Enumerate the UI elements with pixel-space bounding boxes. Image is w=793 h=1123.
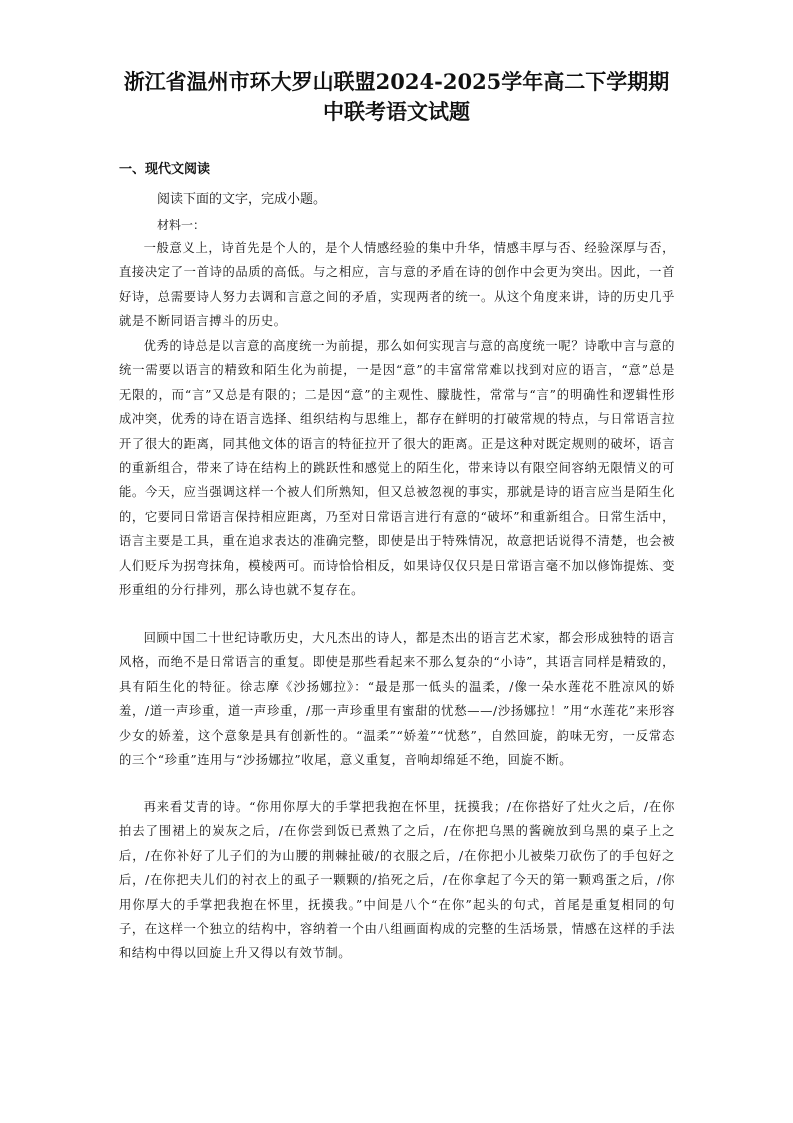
document-title-line-1: 浙江省温州市环大罗山联盟2024-2025学年高二下学期期 xyxy=(123,69,670,94)
document-title-line-2: 中联考语文试题 xyxy=(323,99,470,124)
section-heading: 一、现代文阅读 xyxy=(119,162,211,177)
paragraph-1: 一般意义上，诗首先是个人的，是个人情感经验的集中升华，情感丰厚与否、经验深厚与否，直接决定了一首诗的品质的高低。与之相应，言与意的矛盾在诗的创作中会更为突出。因此，一首好诗，总需要诗人努力去调和言意之间的矛盾，实现两者的统一。从这个角度来讲，诗的历史几乎就是不断同语言搏斗的历史。 xyxy=(119,241,675,329)
material-label: 材料一： xyxy=(157,218,206,232)
paragraph-3: 回顾中国二十世纪诗歌历史，大凡杰出的诗人，都是杰出的语言艺术家，都会形成独特的语言风格，而绝不是日常语言的重复。即使是那些看起来不那么复杂的“小诗”，其语言同样是精致的，具有陌生化的特征。徐志摩《沙扬娜拉》：“最是那一低头的温柔，/像一朵水莲花不胜凉风的娇羞，/道一声珍重，道一声珍重，/那一声珍重里有蜜甜的忧愁——/沙扬娜拉！”用“水莲花”来形容少女的娇羞，这个意象是具有创新性的。“温柔”“娇羞”“忧愁”，自然回旋，韵味无穷，一反常态的三个“珍重”连用与“沙扬娜拉”收尾，意义重复，音响却绵延不绝，回旋不断。 xyxy=(119,631,675,768)
paragraph-2: 优秀的诗总是以言意的高度统一为前提，那么如何实现言与意的高度统一呢？诗歌中言与意的统一需要以语言的精致和陌生化为前提，一是因“意”的丰富常常难以找到对应的语言，“意”总是无限的，而“言”又总是有限的；二是因“意”的主观性、朦胧性，常常与“言”的明确性和逻辑性形成冲突，优秀的诗在语言选择、组织结构与思维上，都存在鲜明的打破常规的特点，与日常语言拉开了很大的距离，同其他文体的语言的特征拉开了很大的距离。正是这种对既定规则的破坏，语言的重新组合，带来了诗在结构上的跳跃性和感觉上的陌生化，带来诗以有限空间容纳无限情义的可能。今天，应当强调这样一个被人们所熟知，但又总被忽视的事实，那就是诗的语言应当是陌生化的，它要同日常语言保持相应距离，乃至对日常语言进行有意的“破坏”和重新组合。日常生活中，语言主要是工具，重在追求表达的准确完整，即使是出于特殊情况，故意把话说得不清楚，也会被人们贬斥为拐弯抹角，模棱两可。而诗恰恰相反，如果诗仅仅只是日常语言毫不加以修饰提炼、变形重组的分行排列，那么诗也就不复存在。 xyxy=(119,339,675,598)
paragraph-4: 再来看艾青的诗。“你用你厚大的手掌把我抱在怀里，抚摸我；/在你搭好了灶火之后，/在你拍去了围裙上的炭灰之后，/在你尝到饭已煮熟了之后，/在你把乌黑的酱碗放到乌黑的桌子上之后，/在你补好了儿子们的为山腰的荆棘扯破/的衣服之后，/在你把小儿被柴刀砍伤了的手包好之后，/在你把夫儿们的衬衣上的虱子一颗颗的/掐死之后，/在你拿起了今天的第一颗鸡蛋之后，/你用你厚大的手掌把我抱在怀里，抚摸我。”中间是八个“在你”起头的句式，首尾是重复相同的句子，在这样一个独立的结构中，容纳着一个由八组画面构成的完整的生活场景，情感在这样的手法和结构中得以回旋上升又得以有效节制。 xyxy=(119,800,675,961)
reading-instruction: 阅读下面的文字，完成小题。 xyxy=(157,192,327,207)
